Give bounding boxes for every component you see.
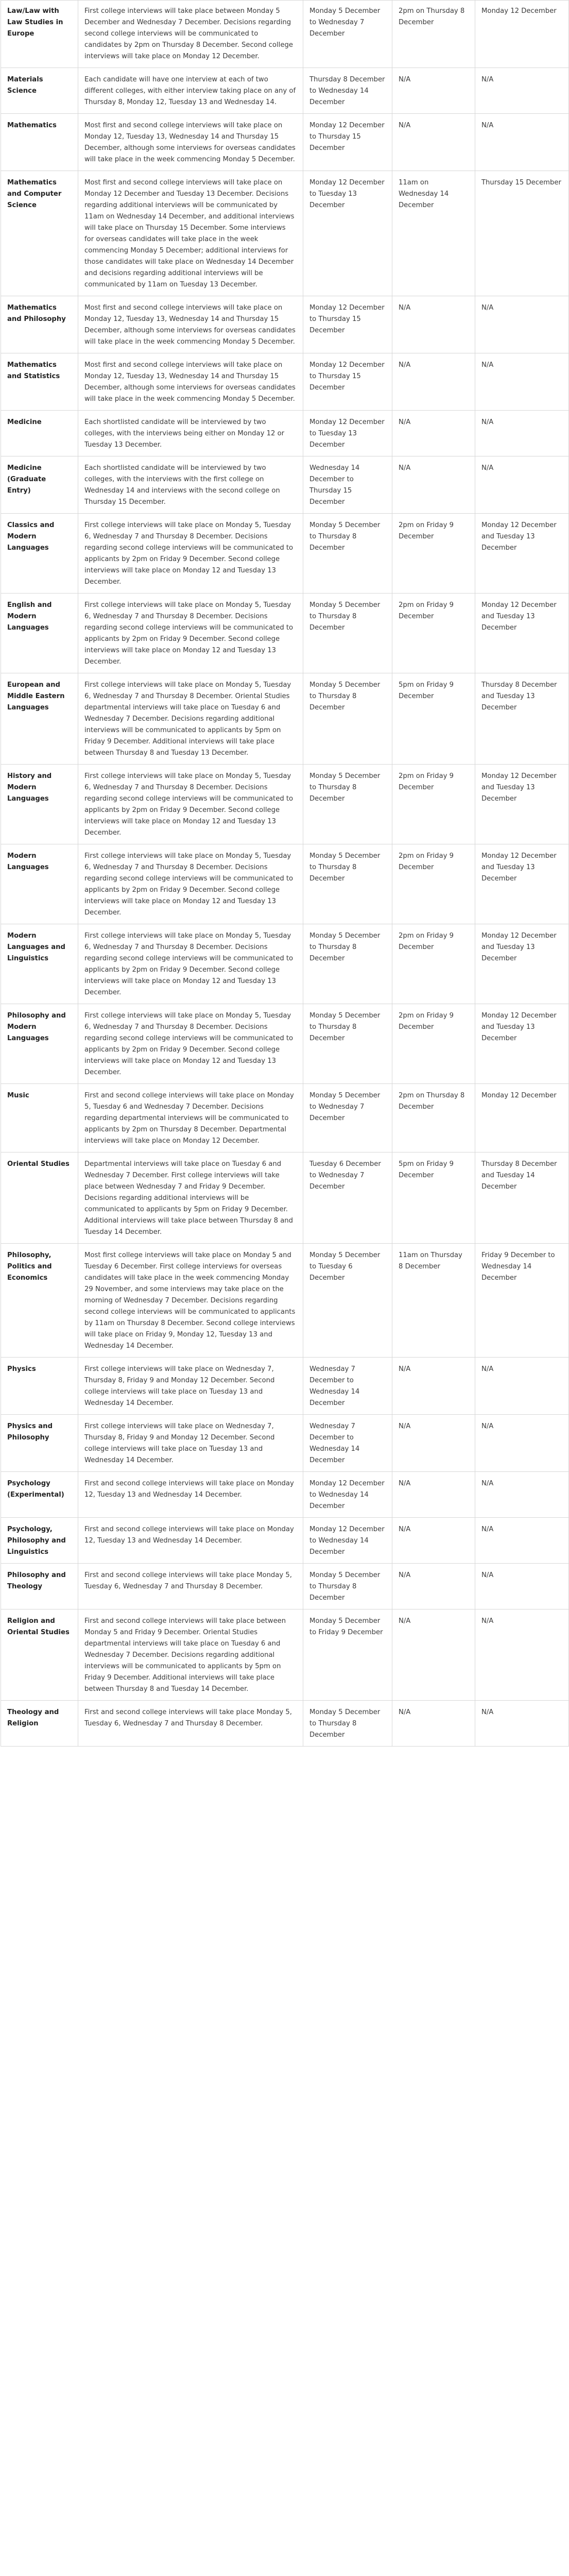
decision-deadline-cell: 2pm on Friday 9 December	[392, 514, 475, 594]
interview-dates-cell: Monday 5 December to Thursday 8 December	[303, 1564, 392, 1609]
table-row	[1, 594, 569, 673]
second-interview-dates-cell: Thursday 8 December and Tuesday 13 December	[475, 673, 569, 765]
decision-deadline-cell: N/A	[392, 1472, 475, 1518]
details-cell: First college interviews will take place on Monday 5, Tuesday 6, Wednesday 7 and Thursday 8 December. Decisions regarding second college interviews will be communicated to applicants by 2pm on Friday 9 December. Second college interviews will take place on Monday 12 and Tuesday 13 December.	[78, 514, 303, 594]
interview-dates-cell: Monday 12 December to Thursday 15 December	[303, 353, 392, 411]
details-cell: Each candidate will have one interview at each of two different colleges, with either interview taking place on any of Thursday 8, Monday 12, Tuesday 13 and Wednesday 14.	[78, 68, 303, 114]
table-row	[1, 1, 569, 68]
second-interview-dates-cell: N/A	[475, 1564, 569, 1609]
details-cell: First and second college interviews will take place Monday 5, Tuesday 6, Wednesday 7 and Thursday 8 December.	[78, 1701, 303, 1747]
second-interview-dates-cell: Monday 12 December	[475, 1084, 569, 1153]
second-interview-dates-cell: N/A	[475, 1415, 569, 1472]
decision-deadline-cell: 2pm on Friday 9 December	[392, 924, 475, 1004]
details-cell: First and second college interviews will take place on Monday 12, Tuesday 13 and Wednesday 14 December.	[78, 1518, 303, 1564]
second-interview-dates-cell: N/A	[475, 411, 569, 456]
details-cell: Departmental interviews will take place on Tuesday 6 and Wednesday 7 December. First college interviews will take place between Wednesday 7 and Friday 9 December. Decisions regarding additional interviews will be communicated to applicants by 5pm on Friday 9 December. Additional interviews will take place between Thursday 8 and Tuesday 14 December.	[78, 1153, 303, 1244]
subject-cell: Medicine	[1, 411, 78, 456]
subject-cell: Mathematics and Philosophy	[1, 296, 78, 353]
decision-deadline-cell: 2pm on Thursday 8 December	[392, 1084, 475, 1153]
second-interview-dates-cell: N/A	[475, 296, 569, 353]
decision-deadline-cell: N/A	[392, 1564, 475, 1609]
details-cell: First and second college interviews will take place on Monday 5, Tuesday 6 and Wednesday 7 December. Decisions regarding departmental interviews will be communicated to applicants by 2pm on Thursday 8 December. Departmental interviews will take place on Monday 12 December.	[78, 1084, 303, 1153]
decision-deadline-cell: N/A	[392, 1609, 475, 1701]
table-row	[1, 171, 569, 296]
second-interview-dates-cell: Friday 9 December to Wednesday 14 December	[475, 1244, 569, 1358]
second-interview-dates-cell: N/A	[475, 1518, 569, 1564]
subject-cell: Oriental Studies	[1, 1153, 78, 1244]
interview-dates-cell: Wednesday 14 December to Thursday 15 December	[303, 456, 392, 514]
decision-deadline-cell: 2pm on Friday 9 December	[392, 765, 475, 844]
table-row	[1, 114, 569, 171]
decision-deadline-cell: 2pm on Thursday 8 December	[392, 1, 475, 68]
decision-deadline-cell: N/A	[392, 296, 475, 353]
second-interview-dates-cell: N/A	[475, 1472, 569, 1518]
table-row	[1, 1472, 569, 1518]
second-interview-dates-cell: N/A	[475, 1701, 569, 1747]
second-interview-dates-cell: Monday 12 December and Tuesday 13 December	[475, 924, 569, 1004]
subject-cell: Psychology (Experimental)	[1, 1472, 78, 1518]
details-cell: First college interviews will take place on Monday 5, Tuesday 6, Wednesday 7 and Thursday 8 December. Decisions regarding second college interviews will be communicated to applicants by 2pm on Friday 9 December. Second college interviews will take place on Monday 12 and Tuesday 13 December.	[78, 1004, 303, 1084]
subject-cell: Music	[1, 1084, 78, 1153]
second-interview-dates-cell: Monday 12 December and Tuesday 13 December	[475, 594, 569, 673]
subject-cell: Religion and Oriental Studies	[1, 1609, 78, 1701]
details-cell: First college interviews will take place on Monday 5, Tuesday 6, Wednesday 7 and Thursday 8 December. Decisions regarding second college interviews will be communicated to applicants by 2pm on Friday 9 December. Second college interviews will take place on Monday 12 and Tuesday 13 December.	[78, 765, 303, 844]
details-cell: First college interviews will take place on Monday 5, Tuesday 6, Wednesday 7 and Thursday 8 December. Decisions regarding second college interviews will be communicated to applicants by 2pm on Friday 9 December. Second college interviews will take place on Monday 12 and Tuesday 13 December.	[78, 924, 303, 1004]
second-interview-dates-cell: Monday 12 December and Tuesday 13 December	[475, 765, 569, 844]
details-cell: First college interviews will take place between Monday 5 December and Wednesday 7 December. Decisions regarding second college interviews will be communicated to candidates by 2pm on Thursday 8 December. Second college interviews will take place on Monday 12 December.	[78, 1, 303, 68]
decision-deadline-cell: 5pm on Friday 9 December	[392, 673, 475, 765]
details-cell: First college interviews will take place on Wednesday 7, Thursday 8, Friday 9 and Monday 12 December. Second college interviews will take place on Tuesday 13 and Wednesday 14 December.	[78, 1415, 303, 1472]
interview-dates-cell: Monday 5 December to Thursday 8 December	[303, 1701, 392, 1747]
table-row	[1, 1415, 569, 1472]
table-row	[1, 1358, 569, 1415]
table-row	[1, 296, 569, 353]
decision-deadline-cell: N/A	[392, 1701, 475, 1747]
interview-dates-cell: Tuesday 6 December to Wednesday 7 December	[303, 1153, 392, 1244]
second-interview-dates-cell: N/A	[475, 114, 569, 171]
interview-dates-cell: Monday 5 December to Thursday 8 December	[303, 1004, 392, 1084]
decision-deadline-cell: N/A	[392, 114, 475, 171]
interview-dates-cell: Monday 5 December to Tuesday 6 December	[303, 1244, 392, 1358]
interview-dates-cell: Monday 12 December to Wednesday 14 December	[303, 1472, 392, 1518]
details-cell: Each shortlisted candidate will be interviewed by two colleges, with the interviews with the first college on Wednesday 14 and interviews with the second college on Thursday 15 December.	[78, 456, 303, 514]
interview-dates-cell: Wednesday 7 December to Wednesday 14 December	[303, 1358, 392, 1415]
details-cell: Most first and second college interviews will take place on Monday 12, Tuesday 13, Wednesday 14 and Thursday 15 December, although some interviews for overseas candidates will take place in the week commencing Monday 5 December.	[78, 114, 303, 171]
decision-deadline-cell: N/A	[392, 456, 475, 514]
interview-dates-cell: Monday 12 December to Thursday 15 December	[303, 296, 392, 353]
second-interview-dates-cell: Monday 12 December and Tuesday 13 December	[475, 1004, 569, 1084]
subject-cell: Philosophy and Modern Languages	[1, 1004, 78, 1084]
table-row	[1, 411, 569, 456]
subject-cell: Modern Languages and Linguistics	[1, 924, 78, 1004]
table-row	[1, 353, 569, 411]
details-cell: Most first and second college interviews will take place on Monday 12, Tuesday 13, Wednesday 14 and Thursday 15 December, although some interviews for overseas candidates will take place in the week commencing Monday 5 December.	[78, 353, 303, 411]
subject-cell: Physics	[1, 1358, 78, 1415]
decision-deadline-cell: 2pm on Friday 9 December	[392, 1004, 475, 1084]
subject-cell: Classics and Modern Languages	[1, 514, 78, 594]
second-interview-dates-cell: Monday 12 December and Tuesday 13 December	[475, 514, 569, 594]
interview-dates-cell: Monday 5 December to Wednesday 7 December	[303, 1084, 392, 1153]
second-interview-dates-cell: N/A	[475, 353, 569, 411]
table-row	[1, 673, 569, 765]
decision-deadline-cell: N/A	[392, 68, 475, 114]
subject-cell: Modern Languages	[1, 844, 78, 924]
interview-dates-cell: Monday 5 December to Friday 9 December	[303, 1609, 392, 1701]
table-row	[1, 1518, 569, 1564]
second-interview-dates-cell: N/A	[475, 68, 569, 114]
table-row	[1, 514, 569, 594]
subject-cell: Materials Science	[1, 68, 78, 114]
subject-cell: Physics and Philosophy	[1, 1415, 78, 1472]
table-body	[1, 1, 569, 1747]
second-interview-dates-cell: Thursday 8 December and Tuesday 14 December	[475, 1153, 569, 1244]
subject-cell: Law/Law with Law Studies in Europe	[1, 1, 78, 68]
decision-deadline-cell: 5pm on Friday 9 December	[392, 1153, 475, 1244]
details-cell: First college interviews will take place on Wednesday 7, Thursday 8, Friday 9 and Monday 12 December. Second college interviews will take place on Tuesday 13 and Wednesday 14 December.	[78, 1358, 303, 1415]
second-interview-dates-cell: N/A	[475, 1358, 569, 1415]
interview-dates-cell: Monday 5 December to Thursday 8 December	[303, 594, 392, 673]
second-interview-dates-cell: N/A	[475, 456, 569, 514]
decision-deadline-cell: 11am on Thursday 8 December	[392, 1244, 475, 1358]
subject-cell: Mathematics and Computer Science	[1, 171, 78, 296]
table-row	[1, 1609, 569, 1701]
decision-deadline-cell: N/A	[392, 1358, 475, 1415]
table-row	[1, 456, 569, 514]
details-cell: First college interviews will take place on Monday 5, Tuesday 6, Wednesday 7 and Thursday 8 December. Decisions regarding second college interviews will be communicated to applicants by 2pm on Friday 9 December. Second college interviews will take place on Monday 12 and Tuesday 13 December.	[78, 594, 303, 673]
interview-dates-cell: Thursday 8 December to Wednesday 14 December	[303, 68, 392, 114]
details-cell: Most first college interviews will take place on Monday 5 and Tuesday 6 December. First college interviews for overseas candidates will take place in the week commencing Monday 29 November, and some interviews may take place on the morning of Wednesday 7 December. Decisions regarding second college interviews will be communicated to applicants by 11am on Thursday 8 December. Second college interviews will take place on Friday 9, Monday 12, Tuesday 13 and Wednesday 14 December.	[78, 1244, 303, 1358]
decision-deadline-cell: 2pm on Friday 9 December	[392, 594, 475, 673]
subject-cell: Theology and Religion	[1, 1701, 78, 1747]
interview-dates-cell: Monday 5 December to Thursday 8 December	[303, 844, 392, 924]
details-cell: Most first and second college interviews will take place on Monday 12 December and Tuesday 13 December. Decisions regarding additional interviews will be communicated by 11am on Wednesday 14 December, and additional interviews will take place on Thursday 15 December. Some interviews for overseas candidates will take place in the week commencing Monday 5 December; additional interviews for those candidates will take place on Wednesday 14 December and decisions regarding additional interviews will be communicated by 11am on Tuesday 13 December.	[78, 171, 303, 296]
interview-dates-cell: Monday 5 December to Thursday 8 December	[303, 673, 392, 765]
interview-dates-cell: Monday 12 December to Tuesday 13 December	[303, 411, 392, 456]
interview-dates-cell: Monday 5 December to Thursday 8 December	[303, 765, 392, 844]
subject-cell: Mathematics	[1, 114, 78, 171]
interview-dates-cell: Monday 5 December to Wednesday 7 December	[303, 1, 392, 68]
interview-dates-cell: Monday 12 December to Thursday 15 December	[303, 114, 392, 171]
second-interview-dates-cell: Thursday 15 December	[475, 171, 569, 296]
table-row	[1, 844, 569, 924]
interview-dates-cell: Monday 12 December to Wednesday 14 December	[303, 1518, 392, 1564]
interview-dates-cell: Monday 5 December to Thursday 8 December	[303, 514, 392, 594]
details-cell: Each shortlisted candidate will be interviewed by two colleges, with the interviews being either on Monday 12 or Tuesday 13 December.	[78, 411, 303, 456]
subject-cell: History and Modern Languages	[1, 765, 78, 844]
second-interview-dates-cell: N/A	[475, 1609, 569, 1701]
details-cell: First college interviews will take place on Monday 5, Tuesday 6, Wednesday 7 and Thursday 8 December. Decisions regarding second college interviews will be communicated to applicants by 2pm on Friday 9 December. Second college interviews will take place on Monday 12 and Tuesday 13 December.	[78, 844, 303, 924]
second-interview-dates-cell: Monday 12 December and Tuesday 13 December	[475, 844, 569, 924]
second-interview-dates-cell: Monday 12 December	[475, 1, 569, 68]
subject-cell: European and Middle Eastern Languages	[1, 673, 78, 765]
details-cell: First and second college interviews will take place on Monday 12, Tuesday 13 and Wednesday 14 December.	[78, 1472, 303, 1518]
subject-cell: Psychology, Philosophy and Linguistics	[1, 1518, 78, 1564]
details-cell: First college interviews will take place on Monday 5, Tuesday 6, Wednesday 7 and Thursday 8 December. Oriental Studies departmental interviews will take place on Tuesday 6 and Wednesday 7 December. Decisions regarding additional interviews will be communicated to applicants by 5pm on Friday 9 December. Additional interviews will take place between Thursday 8 and Tuesday 13 December.	[78, 673, 303, 765]
interview-dates-cell: Monday 12 December to Tuesday 13 December	[303, 171, 392, 296]
table-row	[1, 765, 569, 844]
decision-deadline-cell: N/A	[392, 353, 475, 411]
decision-deadline-cell: N/A	[392, 1518, 475, 1564]
subject-cell: Mathematics and Statistics	[1, 353, 78, 411]
table-row	[1, 68, 569, 114]
subject-cell: Medicine (Graduate Entry)	[1, 456, 78, 514]
details-cell: First and second college interviews will take place Monday 5, Tuesday 6, Wednesday 7 and Thursday 8 December.	[78, 1564, 303, 1609]
subject-cell: English and Modern Languages	[1, 594, 78, 673]
table-row	[1, 924, 569, 1004]
table-row	[1, 1701, 569, 1747]
table-row	[1, 1084, 569, 1153]
subject-cell: Philosophy, Politics and Economics	[1, 1244, 78, 1358]
details-cell: Most first and second college interviews will take place on Monday 12, Tuesday 13, Wednesday 14 and Thursday 15 December, although some interviews for overseas candidates will take place in the week commencing Monday 5 December.	[78, 296, 303, 353]
decision-deadline-cell: 2pm on Friday 9 December	[392, 844, 475, 924]
table-row	[1, 1564, 569, 1609]
subject-cell: Philosophy and Theology	[1, 1564, 78, 1609]
decision-deadline-cell: N/A	[392, 1415, 475, 1472]
table-row	[1, 1004, 569, 1084]
interview-dates-cell: Monday 5 December to Thursday 8 December	[303, 924, 392, 1004]
decision-deadline-cell: N/A	[392, 411, 475, 456]
details-cell: First and second college interviews will take place between Monday 5 and Friday 9 December. Oriental Studies departmental interviews will take place on Tuesday 6 and Wednesday 7 December. Decisions regarding additional interviews will be communicated to applicants by 5pm on Friday 9 December. Additional interviews will take place between Thursday 8 and Tuesday 14 December.	[78, 1609, 303, 1701]
table-row	[1, 1153, 569, 1244]
interview-dates-table	[1, 0, 569, 1747]
decision-deadline-cell: 11am on Wednesday 14 December	[392, 171, 475, 296]
table-row	[1, 1244, 569, 1358]
interview-dates-cell: Wednesday 7 December to Wednesday 14 December	[303, 1415, 392, 1472]
